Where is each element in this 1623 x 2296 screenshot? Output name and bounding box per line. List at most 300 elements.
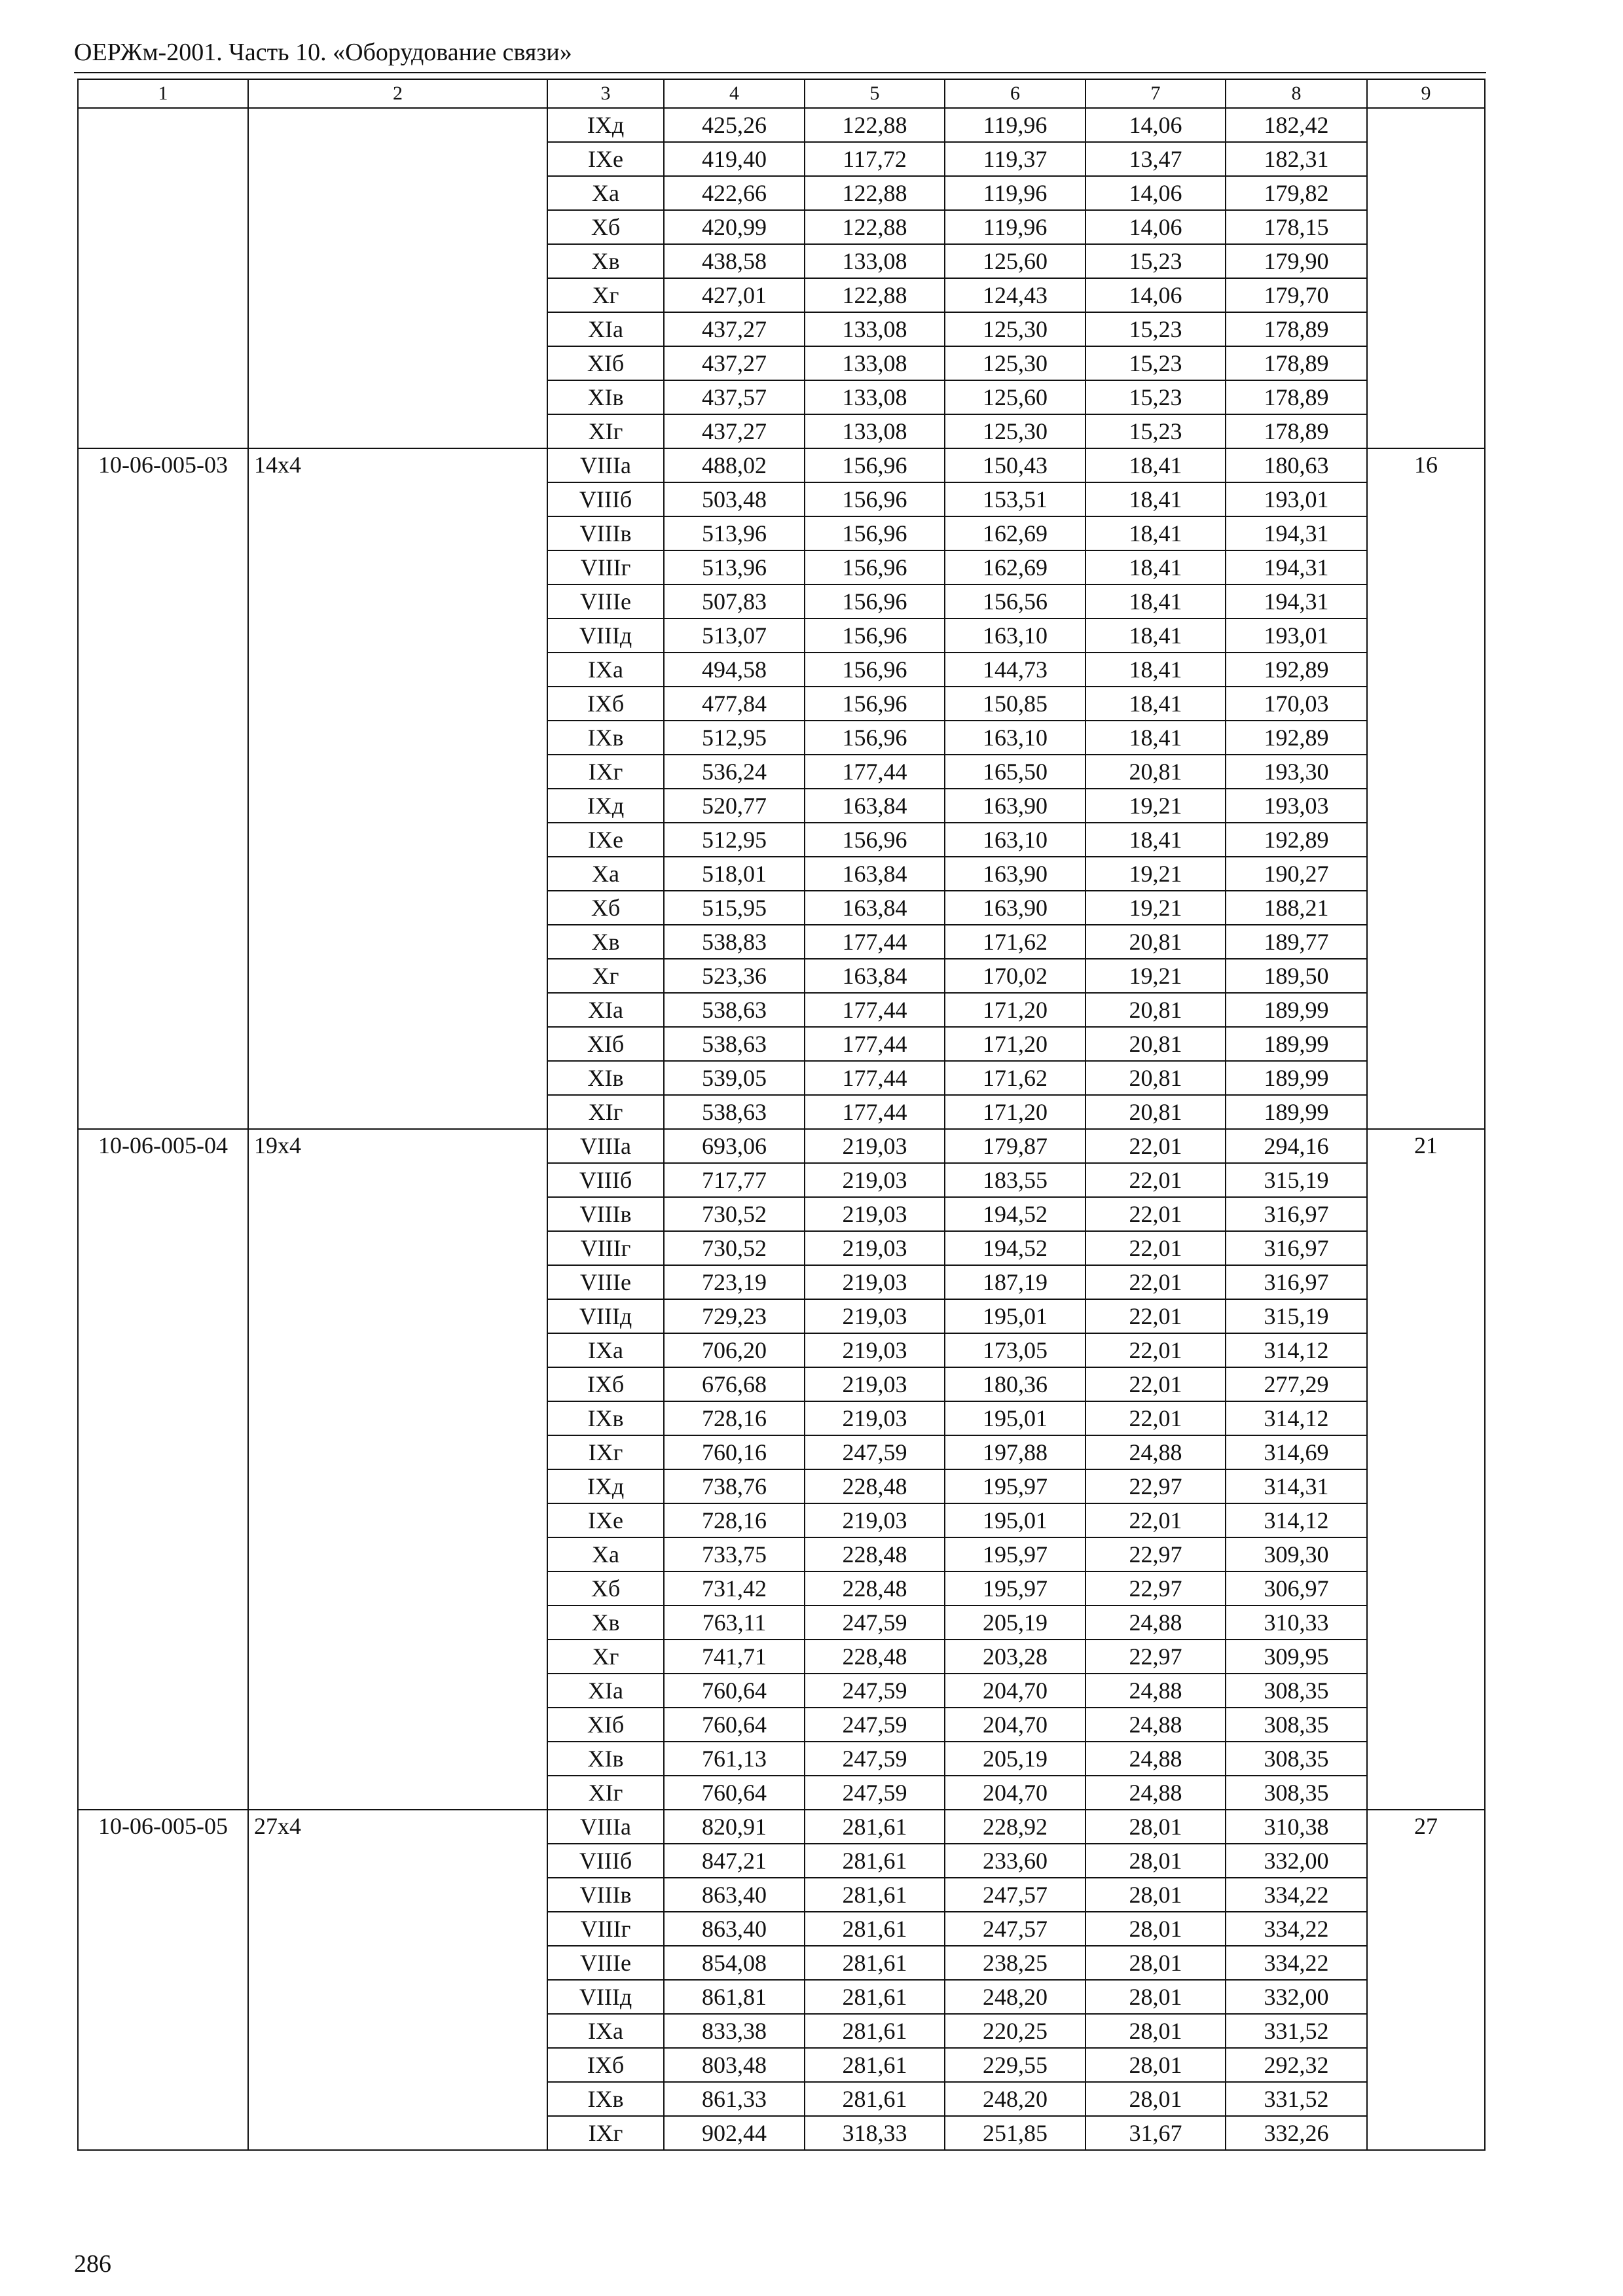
value-cell: 331,52 — [1226, 2014, 1367, 2048]
value-cell: 902,44 — [664, 2116, 805, 2150]
value-cell: 228,48 — [805, 1469, 945, 1503]
value-cell: 19,21 — [1085, 789, 1226, 823]
value-cell: 248,20 — [945, 1980, 1085, 2014]
value-cell: 177,44 — [805, 993, 945, 1027]
value-cell: 247,59 — [805, 1708, 945, 1742]
value-cell: 228,48 — [805, 1571, 945, 1605]
value-cell: 314,69 — [1226, 1435, 1367, 1469]
value-cell: 28,01 — [1085, 2048, 1226, 2082]
region-cell: IXв — [547, 2082, 664, 2116]
region-cell: IXб — [547, 687, 664, 721]
value-cell: 171,20 — [945, 1027, 1085, 1061]
value-cell: 308,35 — [1226, 1742, 1367, 1776]
value-cell: 162,69 — [945, 516, 1085, 550]
page-header: ОЕРЖм-2001. Часть 10. «Оборудование связи» — [74, 39, 572, 66]
value-cell: 194,31 — [1226, 584, 1367, 619]
value-cell: 195,97 — [945, 1571, 1085, 1605]
value-cell: 156,96 — [805, 653, 945, 687]
value-cell: 219,03 — [805, 1129, 945, 1163]
value-cell: 189,99 — [1226, 1027, 1367, 1061]
value-cell: 22,01 — [1085, 1299, 1226, 1333]
group-col9-cell: 16 — [1367, 448, 1485, 1129]
region-cell: VIIIд — [547, 619, 664, 653]
value-cell: 334,22 — [1226, 1878, 1367, 1912]
value-cell: 247,59 — [805, 1742, 945, 1776]
value-cell: 520,77 — [664, 789, 805, 823]
region-cell: VIIIд — [547, 1299, 664, 1333]
group-size-cell — [248, 108, 547, 448]
value-cell: 133,08 — [805, 414, 945, 448]
table-row — [78, 448, 1485, 482]
value-cell: 22,01 — [1085, 1333, 1226, 1367]
value-cell: 193,30 — [1226, 755, 1367, 789]
value-cell: 18,41 — [1085, 550, 1226, 584]
value-cell: 178,89 — [1226, 380, 1367, 414]
value-cell: 730,52 — [664, 1197, 805, 1231]
column-number-cell: 1 — [78, 79, 248, 108]
region-cell: VIIIб — [547, 482, 664, 516]
value-cell: 171,20 — [945, 993, 1085, 1027]
value-cell: 133,08 — [805, 346, 945, 380]
value-cell: 192,89 — [1226, 823, 1367, 857]
value-cell: 153,51 — [945, 482, 1085, 516]
value-cell: 538,63 — [664, 1095, 805, 1129]
value-cell: 18,41 — [1085, 721, 1226, 755]
value-cell: 523,36 — [664, 959, 805, 993]
value-cell: 195,97 — [945, 1469, 1085, 1503]
value-cell: 294,16 — [1226, 1129, 1367, 1163]
value-cell: 150,85 — [945, 687, 1085, 721]
region-cell: IXe — [547, 823, 664, 857]
value-cell: 539,05 — [664, 1061, 805, 1095]
value-cell: 119,96 — [945, 176, 1085, 210]
value-cell: 122,88 — [805, 108, 945, 142]
value-cell: 14,06 — [1085, 108, 1226, 142]
value-cell: 18,41 — [1085, 653, 1226, 687]
value-cell: 163,84 — [805, 789, 945, 823]
region-cell: VIIIв — [547, 516, 664, 550]
value-cell: 723,19 — [664, 1265, 805, 1299]
value-cell: 22,01 — [1085, 1197, 1226, 1231]
value-cell: 204,70 — [945, 1776, 1085, 1810]
value-cell: 24,88 — [1085, 1776, 1226, 1810]
value-cell: 706,20 — [664, 1333, 805, 1367]
region-cell: VIIIe — [547, 1265, 664, 1299]
value-cell: 180,36 — [945, 1367, 1085, 1401]
group-code-cell: 10-06-005-05 — [78, 1810, 248, 2150]
value-cell: 18,41 — [1085, 448, 1226, 482]
value-cell: 125,30 — [945, 414, 1085, 448]
region-cell: Xв — [547, 1605, 664, 1640]
value-cell: 193,01 — [1226, 619, 1367, 653]
value-cell: 203,28 — [945, 1640, 1085, 1674]
value-cell: 163,10 — [945, 619, 1085, 653]
value-cell: 251,85 — [945, 2116, 1085, 2150]
value-cell: 292,32 — [1226, 2048, 1367, 2082]
value-cell: 437,27 — [664, 346, 805, 380]
value-cell: 512,95 — [664, 823, 805, 857]
region-cell: VIIIб — [547, 1844, 664, 1878]
value-cell: 178,89 — [1226, 346, 1367, 380]
region-cell: IXб — [547, 1367, 664, 1401]
value-cell: 180,63 — [1226, 448, 1367, 482]
region-cell: VIIIд — [547, 1980, 664, 2014]
value-cell: 729,23 — [664, 1299, 805, 1333]
value-cell: 163,84 — [805, 857, 945, 891]
value-cell: 219,03 — [805, 1265, 945, 1299]
value-cell: 314,31 — [1226, 1469, 1367, 1503]
column-number-cell: 5 — [805, 79, 945, 108]
value-cell: 20,81 — [1085, 993, 1226, 1027]
region-cell: XIг — [547, 1776, 664, 1810]
table-row — [78, 1810, 1485, 1844]
page-number: 286 — [74, 2250, 111, 2278]
value-cell: 24,88 — [1085, 1708, 1226, 1742]
value-cell: 171,62 — [945, 1061, 1085, 1095]
value-cell: 194,31 — [1226, 550, 1367, 584]
value-cell: 133,08 — [805, 244, 945, 278]
value-cell: 20,81 — [1085, 1061, 1226, 1095]
region-cell: XIa — [547, 993, 664, 1027]
value-cell: 334,22 — [1226, 1912, 1367, 1946]
price-table — [77, 79, 1486, 2151]
value-cell: 437,27 — [664, 312, 805, 346]
value-cell: 494,58 — [664, 653, 805, 687]
value-cell: 308,35 — [1226, 1776, 1367, 1810]
value-cell: 219,03 — [805, 1333, 945, 1367]
value-cell: 122,88 — [805, 278, 945, 312]
value-cell: 228,48 — [805, 1537, 945, 1571]
value-cell: 437,57 — [664, 380, 805, 414]
value-cell: 477,84 — [664, 687, 805, 721]
value-cell: 15,23 — [1085, 380, 1226, 414]
value-cell: 28,01 — [1085, 1844, 1226, 1878]
region-cell: Xг — [547, 1640, 664, 1674]
region-cell: Xв — [547, 925, 664, 959]
value-cell: 28,01 — [1085, 2082, 1226, 2116]
value-cell: 20,81 — [1085, 755, 1226, 789]
value-cell: 193,01 — [1226, 482, 1367, 516]
value-cell: 195,97 — [945, 1537, 1085, 1571]
value-cell: 156,96 — [805, 687, 945, 721]
value-cell: 247,59 — [805, 1674, 945, 1708]
region-cell: Xв — [547, 244, 664, 278]
value-cell: 316,97 — [1226, 1265, 1367, 1299]
column-number-cell: 9 — [1367, 79, 1485, 108]
value-cell: 125,30 — [945, 346, 1085, 380]
value-cell: 193,03 — [1226, 789, 1367, 823]
group-col9-cell — [1367, 108, 1485, 448]
value-cell: 22,01 — [1085, 1367, 1226, 1401]
value-cell: 15,23 — [1085, 312, 1226, 346]
value-cell: 229,55 — [945, 2048, 1085, 2082]
value-cell: 513,07 — [664, 619, 805, 653]
value-cell: 728,16 — [664, 1401, 805, 1435]
region-cell: VIIIa — [547, 1810, 664, 1844]
value-cell: 156,96 — [805, 619, 945, 653]
value-cell: 125,60 — [945, 244, 1085, 278]
value-cell: 863,40 — [664, 1878, 805, 1912]
value-cell: 233,60 — [945, 1844, 1085, 1878]
value-cell: 24,88 — [1085, 1605, 1226, 1640]
value-cell: 281,61 — [805, 1810, 945, 1844]
region-cell: Xa — [547, 857, 664, 891]
group-code-cell: 10-06-005-03 — [78, 448, 248, 1129]
value-cell: 220,25 — [945, 2014, 1085, 2048]
value-cell: 22,01 — [1085, 1503, 1226, 1537]
value-cell: 763,11 — [664, 1605, 805, 1640]
region-cell: Xг — [547, 278, 664, 312]
value-cell: 538,83 — [664, 925, 805, 959]
group-size-cell: 19x4 — [248, 1129, 547, 1810]
value-cell: 179,87 — [945, 1129, 1085, 1163]
value-cell: 310,38 — [1226, 1810, 1367, 1844]
value-cell: 281,61 — [805, 1912, 945, 1946]
region-cell: IXг — [547, 755, 664, 789]
value-cell: 219,03 — [805, 1163, 945, 1197]
value-cell: 28,01 — [1085, 1946, 1226, 1980]
region-cell: VIIIe — [547, 1946, 664, 1980]
column-number-cell: 4 — [664, 79, 805, 108]
value-cell: 24,88 — [1085, 1674, 1226, 1708]
value-cell: 192,89 — [1226, 653, 1367, 687]
value-cell: 20,81 — [1085, 1095, 1226, 1129]
region-cell: VIIIг — [547, 550, 664, 584]
value-cell: 22,01 — [1085, 1401, 1226, 1435]
value-cell: 177,44 — [805, 755, 945, 789]
value-cell: 156,96 — [805, 550, 945, 584]
region-cell: IXд — [547, 1469, 664, 1503]
value-cell: 177,44 — [805, 1095, 945, 1129]
value-cell: 28,01 — [1085, 1912, 1226, 1946]
region-cell: IXв — [547, 721, 664, 755]
value-cell: 306,97 — [1226, 1571, 1367, 1605]
value-cell: 192,89 — [1226, 721, 1367, 755]
value-cell: 728,16 — [664, 1503, 805, 1537]
value-cell: 760,16 — [664, 1435, 805, 1469]
value-cell: 170,02 — [945, 959, 1085, 993]
region-cell: VIIIa — [547, 1129, 664, 1163]
value-cell: 247,59 — [805, 1605, 945, 1640]
value-cell: 820,91 — [664, 1810, 805, 1844]
value-cell: 28,01 — [1085, 1810, 1226, 1844]
value-cell: 316,97 — [1226, 1231, 1367, 1265]
value-cell: 437,27 — [664, 414, 805, 448]
region-cell: IXa — [547, 653, 664, 687]
value-cell: 247,57 — [945, 1912, 1085, 1946]
region-cell: XIa — [547, 1674, 664, 1708]
value-cell: 693,06 — [664, 1129, 805, 1163]
value-cell: 156,96 — [805, 721, 945, 755]
value-cell: 156,56 — [945, 584, 1085, 619]
value-cell: 19,21 — [1085, 959, 1226, 993]
value-cell: 512,95 — [664, 721, 805, 755]
value-cell: 281,61 — [805, 2014, 945, 2048]
value-cell: 182,42 — [1226, 108, 1367, 142]
region-cell: IXг — [547, 1435, 664, 1469]
value-cell: 741,71 — [664, 1640, 805, 1674]
value-cell: 163,90 — [945, 857, 1085, 891]
value-cell: 730,52 — [664, 1231, 805, 1265]
region-cell: XIa — [547, 312, 664, 346]
value-cell: 760,64 — [664, 1776, 805, 1810]
value-cell: 22,01 — [1085, 1231, 1226, 1265]
value-cell: 171,20 — [945, 1095, 1085, 1129]
value-cell: 179,82 — [1226, 176, 1367, 210]
value-cell: 156,96 — [805, 482, 945, 516]
value-cell: 197,88 — [945, 1435, 1085, 1469]
value-cell: 314,12 — [1226, 1333, 1367, 1367]
value-cell: 219,03 — [805, 1299, 945, 1333]
value-cell: 731,42 — [664, 1571, 805, 1605]
value-cell: 761,13 — [664, 1742, 805, 1776]
value-cell: 315,19 — [1226, 1299, 1367, 1333]
value-cell: 334,22 — [1226, 1946, 1367, 1980]
value-cell: 308,35 — [1226, 1708, 1367, 1742]
value-cell: 316,97 — [1226, 1197, 1367, 1231]
value-cell: 194,52 — [945, 1197, 1085, 1231]
value-cell: 189,99 — [1226, 1095, 1367, 1129]
value-cell: 281,61 — [805, 2082, 945, 2116]
region-cell: IXд — [547, 789, 664, 823]
value-cell: 24,88 — [1085, 1435, 1226, 1469]
value-cell: 308,35 — [1226, 1674, 1367, 1708]
value-cell: 332,26 — [1226, 2116, 1367, 2150]
value-cell: 204,70 — [945, 1674, 1085, 1708]
value-cell: 22,97 — [1085, 1640, 1226, 1674]
value-cell: 178,15 — [1226, 210, 1367, 244]
value-cell: 861,81 — [664, 1980, 805, 2014]
value-cell: 163,10 — [945, 823, 1085, 857]
value-cell: 18,41 — [1085, 687, 1226, 721]
value-cell: 19,21 — [1085, 891, 1226, 925]
value-cell: 15,23 — [1085, 346, 1226, 380]
value-cell: 503,48 — [664, 482, 805, 516]
value-cell: 183,55 — [945, 1163, 1085, 1197]
region-cell: IXд — [547, 108, 664, 142]
value-cell: 803,48 — [664, 2048, 805, 2082]
value-cell: 310,33 — [1226, 1605, 1367, 1640]
value-cell: 427,01 — [664, 278, 805, 312]
column-number-cell: 8 — [1226, 79, 1367, 108]
value-cell: 189,50 — [1226, 959, 1367, 993]
value-cell: 22,01 — [1085, 1265, 1226, 1299]
region-cell: VIIIв — [547, 1878, 664, 1912]
value-cell: 122,88 — [805, 176, 945, 210]
value-cell: 189,99 — [1226, 993, 1367, 1027]
region-cell: XIв — [547, 1742, 664, 1776]
value-cell: 125,60 — [945, 380, 1085, 414]
region-cell: Xa — [547, 176, 664, 210]
value-cell: 760,64 — [664, 1708, 805, 1742]
value-cell: 144,73 — [945, 653, 1085, 687]
value-cell: 247,57 — [945, 1878, 1085, 1912]
value-cell: 119,96 — [945, 108, 1085, 142]
group-col9-cell: 21 — [1367, 1129, 1485, 1810]
value-cell: 15,23 — [1085, 414, 1226, 448]
value-cell: 314,12 — [1226, 1401, 1367, 1435]
region-cell: IXa — [547, 1333, 664, 1367]
value-cell: 14,06 — [1085, 210, 1226, 244]
region-cell: XIб — [547, 346, 664, 380]
value-cell: 22,97 — [1085, 1571, 1226, 1605]
region-cell: VIIIб — [547, 1163, 664, 1197]
value-cell: 22,01 — [1085, 1163, 1226, 1197]
value-cell: 163,84 — [805, 891, 945, 925]
value-cell: 163,90 — [945, 891, 1085, 925]
table-row — [78, 108, 1485, 142]
value-cell: 22,01 — [1085, 1129, 1226, 1163]
value-cell: 150,43 — [945, 448, 1085, 482]
value-cell: 15,23 — [1085, 244, 1226, 278]
value-cell: 187,19 — [945, 1265, 1085, 1299]
value-cell: 419,40 — [664, 142, 805, 176]
value-cell: 318,33 — [805, 2116, 945, 2150]
value-cell: 205,19 — [945, 1605, 1085, 1640]
value-cell: 195,01 — [945, 1503, 1085, 1537]
value-cell: 861,33 — [664, 2082, 805, 2116]
region-cell: VIIIa — [547, 448, 664, 482]
value-cell: 163,84 — [805, 959, 945, 993]
value-cell: 219,03 — [805, 1231, 945, 1265]
value-cell: 488,02 — [664, 448, 805, 482]
value-cell: 281,61 — [805, 2048, 945, 2082]
value-cell: 133,08 — [805, 312, 945, 346]
region-cell: Xг — [547, 959, 664, 993]
value-cell: 195,01 — [945, 1299, 1085, 1333]
value-cell: 676,68 — [664, 1367, 805, 1401]
group-col9-cell: 27 — [1367, 1810, 1485, 2150]
value-cell: 173,05 — [945, 1333, 1085, 1367]
region-cell: Xб — [547, 1571, 664, 1605]
value-cell: 733,75 — [664, 1537, 805, 1571]
value-cell: 833,38 — [664, 2014, 805, 2048]
value-cell: 281,61 — [805, 1844, 945, 1878]
value-cell: 119,37 — [945, 142, 1085, 176]
value-cell: 117,72 — [805, 142, 945, 176]
group-code-cell: 10-06-005-04 — [78, 1129, 248, 1810]
region-cell: IXe — [547, 1503, 664, 1537]
value-cell: 156,96 — [805, 516, 945, 550]
value-cell: 18,41 — [1085, 584, 1226, 619]
value-cell: 205,19 — [945, 1742, 1085, 1776]
value-cell: 420,99 — [664, 210, 805, 244]
value-cell: 248,20 — [945, 2082, 1085, 2116]
value-cell: 177,44 — [805, 1061, 945, 1095]
value-cell: 513,96 — [664, 516, 805, 550]
value-cell: 515,95 — [664, 891, 805, 925]
value-cell: 156,96 — [805, 584, 945, 619]
value-cell: 332,00 — [1226, 1980, 1367, 2014]
value-cell: 315,19 — [1226, 1163, 1367, 1197]
value-cell: 24,88 — [1085, 1742, 1226, 1776]
value-cell: 165,50 — [945, 755, 1085, 789]
value-cell: 171,62 — [945, 925, 1085, 959]
value-cell: 122,88 — [805, 210, 945, 244]
value-cell: 179,70 — [1226, 278, 1367, 312]
value-cell: 179,90 — [1226, 244, 1367, 278]
group-code-cell — [78, 108, 248, 448]
region-cell: XIб — [547, 1708, 664, 1742]
region-cell: IXa — [547, 2014, 664, 2048]
value-cell: 133,08 — [805, 380, 945, 414]
value-cell: 178,89 — [1226, 312, 1367, 346]
region-cell: VIIIв — [547, 1197, 664, 1231]
value-cell: 119,96 — [945, 210, 1085, 244]
group-size-cell: 27x4 — [248, 1810, 547, 2150]
value-cell: 190,27 — [1226, 857, 1367, 891]
value-cell: 177,44 — [805, 925, 945, 959]
